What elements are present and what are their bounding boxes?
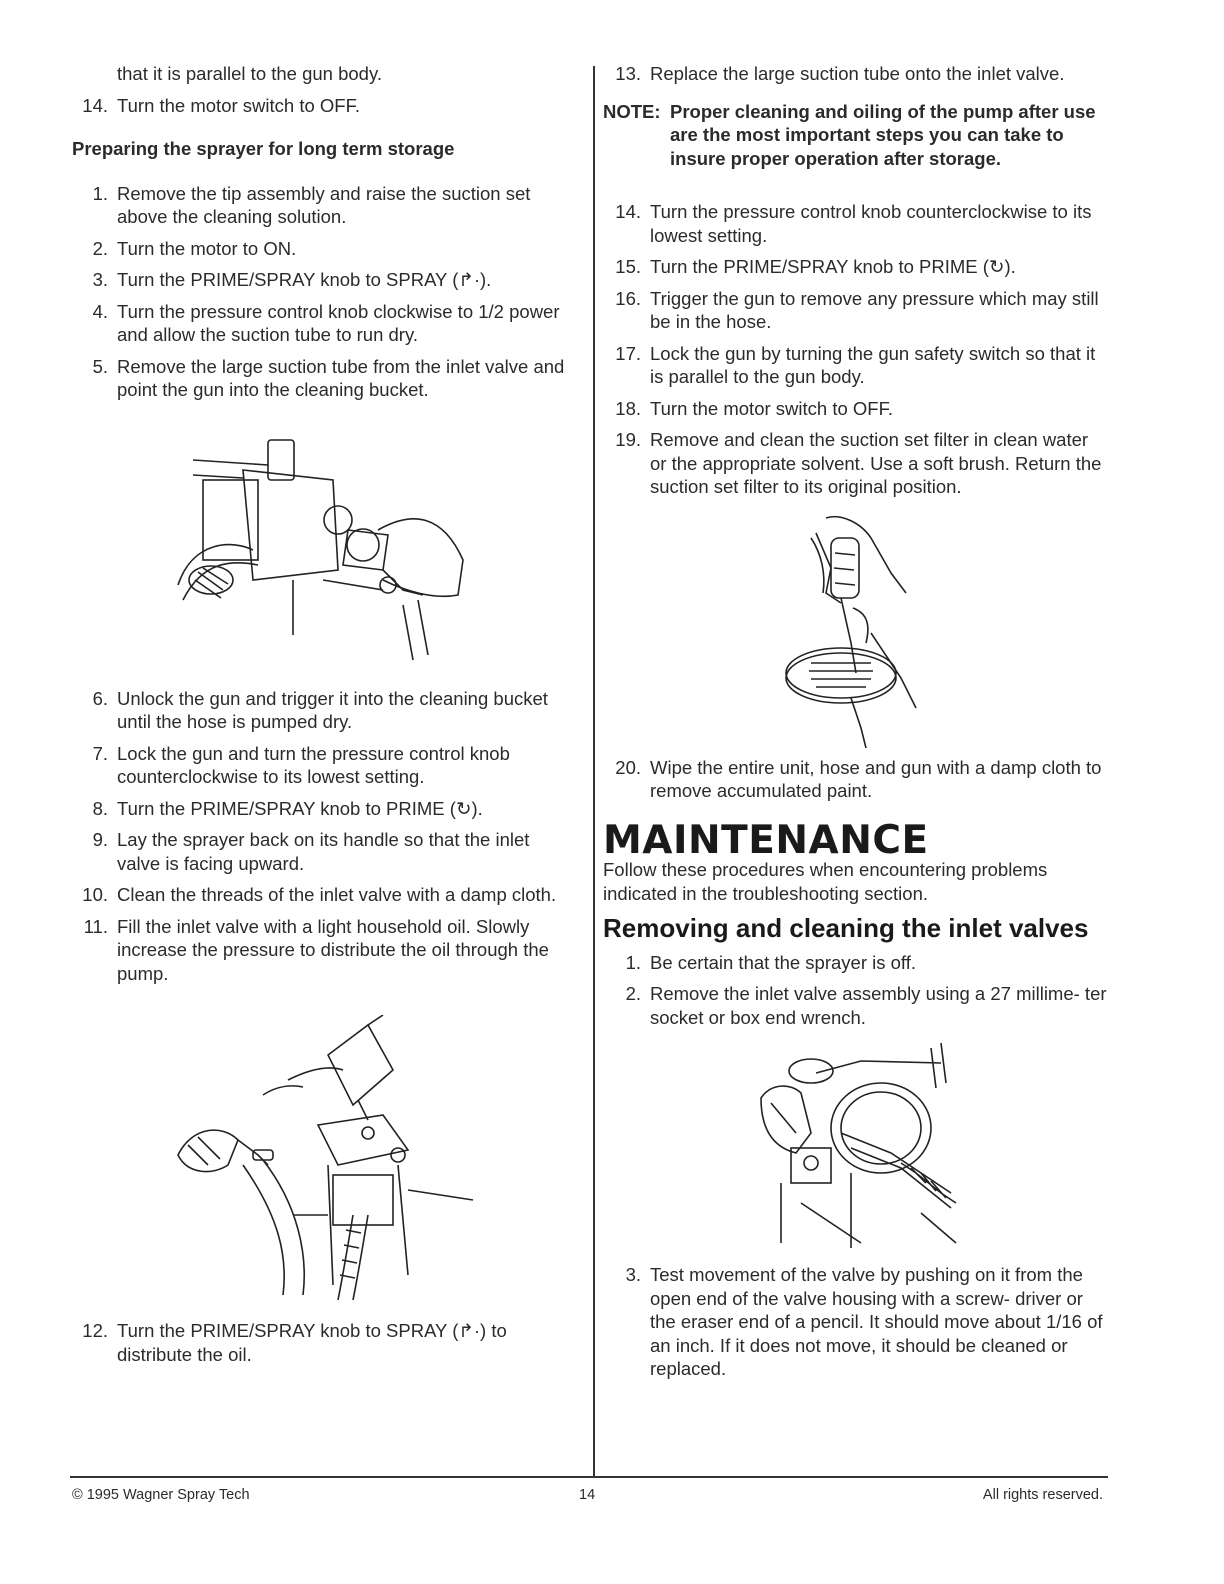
step-text: Replace the large suction tube onto the inlet valve. <box>650 63 1065 84</box>
step-number: 6. <box>92 687 108 709</box>
step-text: Turn the PRIME/SPRAY knob to SPRAY (↱·). <box>117 269 492 290</box>
step-number: 5. <box>92 355 108 377</box>
step-number: 20. <box>615 756 641 778</box>
step-number: 13. <box>615 63 641 84</box>
valve-step-3 <box>603 1263 1108 1381</box>
step-7 <box>70 742 575 789</box>
step-20 <box>603 756 1108 803</box>
step-6 <box>70 687 575 734</box>
step-text: Fill the inlet valve with a light household oil. Slowly increase the pressure to distribute the oil through the pump. <box>117 915 549 984</box>
step-number: 11. <box>83 915 108 937</box>
footer-rule <box>70 1476 1108 1478</box>
footer-rights: All rights reserved. <box>982 1487 1103 1503</box>
wrench-inlet-valve-illustration <box>741 1043 971 1253</box>
step-text: Turn the PRIME/SPRAY knob to SPRAY (↱·) to distribute the oil. <box>117 1320 507 1365</box>
step-text: Lock the gun and turn the pressure control knob counterclockwise to its lowest setting. <box>117 742 510 787</box>
step-number: 15. <box>615 256 641 277</box>
step-number: 12. <box>82 1320 108 1341</box>
filter-cleaning-illustration <box>771 513 941 748</box>
step-4 <box>70 300 575 347</box>
step-text: Remove the large suction tube from the inlet valve and point the gun into the cleaning bucket. <box>117 355 565 400</box>
step-1 <box>70 182 575 229</box>
step-number: 3. <box>625 1264 641 1285</box>
step-10 <box>70 883 575 907</box>
step-16 <box>603 287 1108 334</box>
step-text: Clean the threads of the inlet valve with a damp cloth. <box>117 884 557 905</box>
valve-step-2 <box>603 982 1108 1029</box>
step-text: Turn the motor switch to OFF. <box>650 397 893 419</box>
step-text: Turn the pressure control knob clockwise to 1/2 power and allow the suction tube to run dry. <box>117 300 560 345</box>
oil-inlet-valve-illustration <box>168 1015 478 1305</box>
step-text: Lock the gun by turning the gun safety switch so that it is parallel to the gun body. <box>650 342 1096 387</box>
step-number: 18. <box>615 397 641 419</box>
step-text: Turn the pressure control knob counterclockwise to its lowest setting. <box>650 201 1092 246</box>
step-number: 1. <box>92 182 108 204</box>
step-number: 16. <box>615 287 641 309</box>
step-9 <box>70 828 575 875</box>
step-17 <box>603 342 1108 389</box>
step-number: 3. <box>92 269 108 290</box>
step-12 <box>70 1319 575 1366</box>
step-text: Wipe the entire unit, hose and gun with a damp cloth to remove accumulated paint. <box>650 756 1102 801</box>
step-number: 7. <box>92 742 108 764</box>
step-number: 10. <box>82 884 108 905</box>
step-text: Unlock the gun and trigger it into the cleaning bucket until the hose is pumped dry. <box>117 687 548 732</box>
step-14-left <box>70 94 575 118</box>
column-divider <box>593 66 595 1476</box>
step-text: Test movement of the valve by pushing on it from the open end of the valve housing with a screw- driver or the eraser end of a pencil. It should move about 1/16 of an inch. If it does not move, it should be cleaned or replaced. <box>650 1264 1103 1379</box>
step-19 <box>603 428 1108 499</box>
step-8 <box>70 797 575 821</box>
note-text: Proper cleaning and oiling of the pump after use are the most important steps you can take to insure proper operation after storage. <box>670 100 1096 169</box>
step-number: 2. <box>625 983 641 1004</box>
step-11 <box>70 915 575 986</box>
inlet-valves-heading: Removing and cleaning the inlet valves <box>603 913 1089 943</box>
step-number: 4. <box>92 300 108 322</box>
step-number: 2. <box>92 237 108 259</box>
step-number: 9. <box>92 829 108 850</box>
step-15 <box>603 255 1108 279</box>
step-2 <box>70 237 575 261</box>
step-13 <box>603 62 1108 86</box>
step-text: Turn the PRIME/SPRAY knob to PRIME (↻). <box>650 256 1016 277</box>
note-label: NOTE: <box>603 100 661 122</box>
maintenance-intro: Follow these procedures when encountering problems indicated in the troubleshooting section. <box>603 859 1048 904</box>
step-number: 14. <box>82 94 108 116</box>
right-column <box>603 62 1108 1389</box>
step-number: 8. <box>92 797 108 819</box>
step-number: 1. <box>625 951 641 973</box>
step-number: 14. <box>615 201 641 222</box>
step-text: Lay the sprayer back on its handle so that the inlet valve is facing upward. <box>117 829 530 874</box>
page-number: 14 <box>579 1487 596 1503</box>
continued-text: that it is parallel to the gun body. <box>117 63 382 84</box>
left-column <box>70 62 575 1374</box>
step-text: Remove the inlet valve assembly using a 27 millime- ter socket or box end wrench. <box>650 983 1107 1028</box>
footer-copyright: © 1995 Wagner Spray Tech <box>72 1487 250 1503</box>
step-text: Trigger the gun to remove any pressure which may still be in the hose. <box>650 287 1099 332</box>
step-number: 19. <box>615 429 641 450</box>
storage-heading: Preparing the sprayer for long term storage <box>72 138 455 159</box>
step-number: 17. <box>615 342 641 364</box>
step-text: Remove and clean the suction set filter in clean water or the appropriate solvent. Use a soft brush. Return the suction set filter to its original position. <box>650 429 1102 497</box>
step-3 <box>70 268 575 292</box>
step-text: Be certain that the sprayer is off. <box>650 951 916 973</box>
step-text: Turn the motor switch to OFF. <box>117 94 360 116</box>
step-text: Turn the PRIME/SPRAY knob to PRIME (↻). <box>117 797 483 819</box>
step-18 <box>603 397 1108 421</box>
step-text: Turn the motor to ON. <box>117 237 297 259</box>
suction-tube-illustration <box>173 420 473 675</box>
step-14-right <box>603 200 1108 247</box>
step-text: Remove the tip assembly and raise the suction set above the cleaning solution. <box>117 182 531 227</box>
maintenance-title: MAINTENANCE <box>603 817 929 863</box>
storage-note <box>603 100 1108 171</box>
step-5 <box>70 355 575 402</box>
valve-step-1 <box>603 951 1108 975</box>
